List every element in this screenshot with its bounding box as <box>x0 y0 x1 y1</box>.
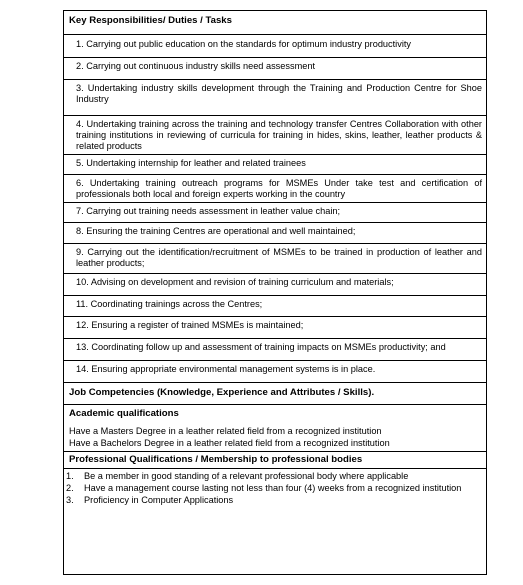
list-item <box>66 471 482 482</box>
task-1: 1. Carrying out public education on the standards for optimum industry productivity <box>64 35 486 58</box>
task-9: 9. Carrying out the identification/recruitment of MSMEs to be trained in production of leather and leather products; <box>64 244 486 274</box>
academic-line-2: Have a Bachelors Degree in a leather related field from a recognized institution <box>69 438 390 448</box>
list-number: 1. <box>66 471 74 481</box>
task-7: 7. Carrying out training needs assessment in leather value chain; <box>64 203 486 223</box>
list-item <box>66 495 482 506</box>
task-5: 5. Undertaking internship for leather and related trainees <box>64 155 486 175</box>
academic-line-1: Have a Masters Degree in a leather related field from a recognized institution <box>69 426 382 436</box>
list-number: 3. <box>66 495 74 505</box>
task-13: 13. Coordinating follow up and assessment of training impacts on MSMEs productivity; and <box>64 339 486 361</box>
job-description-table <box>63 10 487 575</box>
academic-heading: Academic qualifications <box>69 408 179 419</box>
list-number: 2. <box>66 483 74 493</box>
academic-section <box>64 405 486 452</box>
responsibilities-heading: Key Responsibilities/ Duties / Tasks <box>64 11 486 35</box>
task-2: 2. Carrying out continuous industry skills need assessment <box>64 58 486 80</box>
list-text: Be a member in good standing of a relevant professional body where applicable <box>84 471 409 481</box>
task-3: 3. Undertaking industry skills development through the Training and Production Centre for Shoe Industry <box>64 80 486 116</box>
task-11: 11. Coordinating trainings across the Centres; <box>64 296 486 317</box>
list-text: Have a management course lasting not less than four (4) weeks from a recognized institution <box>84 483 462 493</box>
task-4: 4. Undertaking training across the training and technology transfer Centres Collaboration with other training institutions in reviewing of curricula for training in hides, skins, leather, leather products & related products <box>64 116 486 155</box>
professional-list <box>64 469 486 576</box>
competencies-heading: Job Competencies (Knowledge, Experience and Attributes / Skills). <box>64 383 486 405</box>
task-8: 8. Ensuring the training Centres are operational and well maintained; <box>64 223 486 244</box>
task-12: 12. Ensuring a register of trained MSMEs is maintained; <box>64 317 486 339</box>
professional-heading: Professional Qualifications / Membership to professional bodies <box>64 452 486 469</box>
task-14: 14. Ensuring appropriate environmental management systems is in place. <box>64 361 486 383</box>
task-10: 10. Advising on development and revision of training curriculum and materials; <box>64 274 486 296</box>
list-text: Proficiency in Computer Applications <box>84 495 234 505</box>
task-6: 6. Undertaking training outreach programs for MSMEs Under take test and certification of professionals both local and foreign experts working in the country <box>64 175 486 203</box>
list-item <box>66 483 482 494</box>
